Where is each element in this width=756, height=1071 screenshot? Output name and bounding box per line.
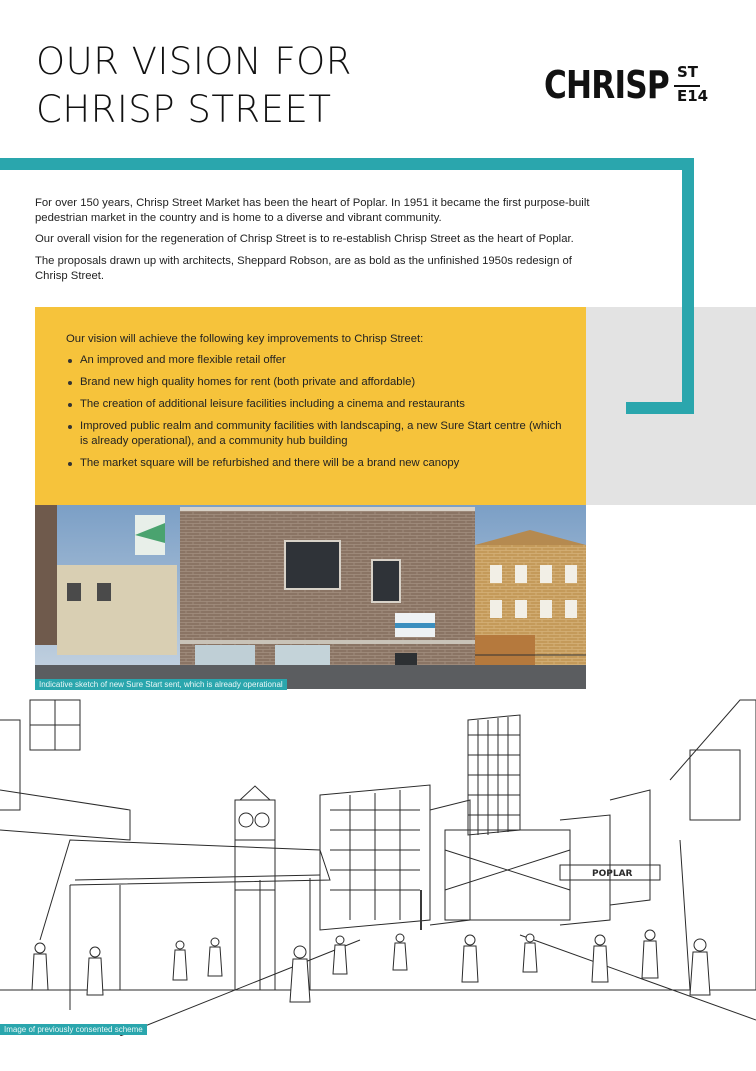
title-line-2: CHRISP STREET: [36, 88, 332, 131]
list-item-text: Improved public realm and community facilities with landscaping, a new Sure Start centre (which is already operational), and a community hub building: [80, 420, 562, 447]
list-item: [66, 375, 566, 390]
logo-e14-text: E14: [677, 87, 709, 105]
intro-text: [35, 196, 595, 290]
sure-start-building-image: [35, 505, 586, 689]
list-item-text: Brand new high quality homes for rent (both private and affordable): [80, 376, 416, 388]
intro-paragraph: The proposals drawn up with architects, Sheppard Robson, are as bold as the unfinished 1950s redesign of Chrisp Street.: [35, 254, 572, 282]
teal-frame-right: [682, 158, 694, 414]
scheme-sketch: [0, 690, 756, 1036]
title-line-1: OUR VISION FOR: [36, 40, 352, 83]
improvements-lead: Our vision will achieve the following key improvements to Chrisp Street:: [66, 333, 424, 345]
list-item-text: The creation of additional leisure facilities including a cinema and restaurants: [80, 398, 465, 410]
bullet-icon: [68, 381, 72, 385]
intro-paragraph: For over 150 years, Chrisp Street Market has been the heart of Poplar. In 1951 it became the first purpose-built pedestrian market in the country and is home to a diverse and vibrant community.: [35, 197, 590, 225]
market-square-sketch-image: [0, 690, 756, 1036]
sketch-caption: Image of previously consented scheme: [0, 1024, 147, 1035]
improvements-panel: [35, 307, 586, 505]
bullet-icon: [68, 462, 72, 466]
logo-st-text: ST: [677, 63, 699, 81]
teal-frame-top: [0, 158, 694, 170]
logo-main-text: CHRISP: [544, 63, 669, 107]
bullet-icon: [68, 403, 72, 407]
list-item-text: The market square will be refurbished and there will be a brand new canopy: [80, 457, 460, 469]
teal-frame-bottom: [626, 402, 694, 414]
list-item: [66, 353, 566, 368]
list-item: [66, 397, 566, 412]
list-item: [66, 456, 566, 471]
page-title: [36, 38, 456, 134]
intro-paragraph: Our overall vision for the regeneration of Chrisp Street is to re-establish Chrisp Street as the heart of Poplar.: [35, 233, 574, 246]
poplar-sign-text: POPLAR: [592, 869, 633, 879]
photo-caption: Indicative sketch of new Sure Start sent, which is already operational: [35, 679, 287, 690]
improvements-list: [66, 353, 566, 478]
chrisp-street-logo: [544, 60, 714, 110]
bullet-icon: [68, 359, 72, 363]
list-item: [66, 419, 566, 449]
list-item-text: An improved and more flexible retail offer: [80, 354, 286, 366]
sure-start-photo: [35, 505, 586, 689]
bullet-icon: [68, 425, 72, 429]
